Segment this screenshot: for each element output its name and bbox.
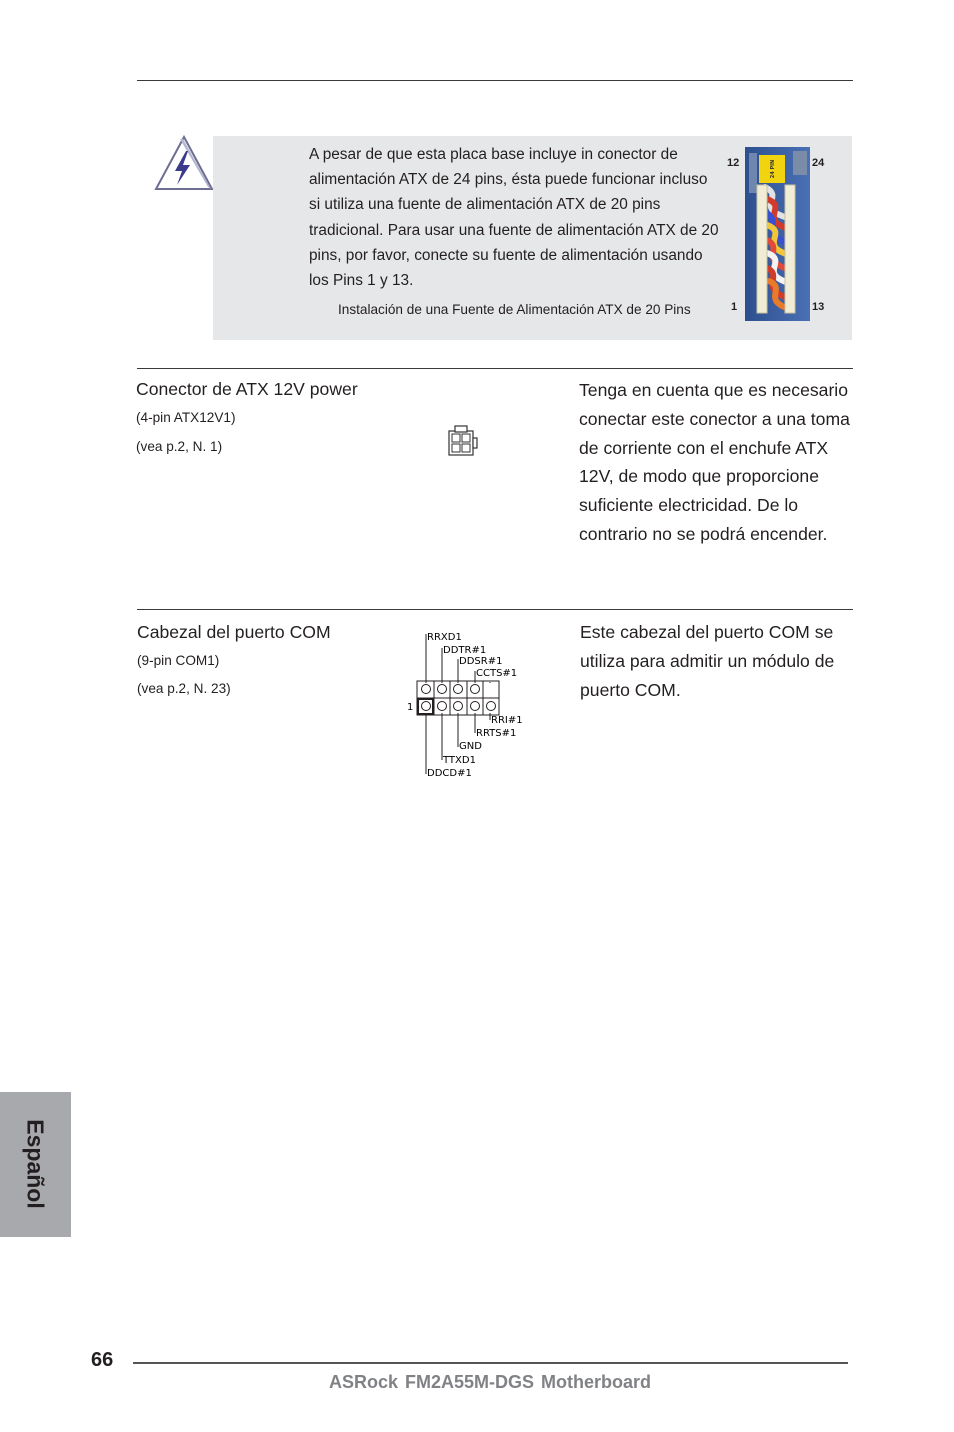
com-title: Cabezal del puerto COM — [137, 622, 331, 642]
warning-lightning-icon — [153, 133, 215, 193]
atx-24pin-connector-illustration — [745, 147, 810, 321]
atx12v-title: Conector de ATX 12V power — [136, 379, 358, 399]
com-pin-ddcd1: DDCD#1 — [427, 768, 472, 778]
com-pin-ddsr1: DDSR#1 — [459, 656, 503, 667]
note-caption: Instalación de una Fuente de Alimentación ATX de 20 Pins — [338, 302, 691, 317]
footer-brand: ASRock FM2A55M-DGS Motherboard — [329, 1372, 652, 1392]
language-tab — [0, 1092, 71, 1237]
connector-label: 24 PIN — [770, 159, 776, 179]
note-text: A pesar de que esta placa base incluye in conector de alimentación ATX de 24 pins, ésta puede funcionar incluso si utiliza una fuente de alimentación ATX de 20 pins tradicional. Para usar una fuente de alimentación ATX de 20 pins, por favor, conecte su fuente de alimentación usando los Pins 1 y 13. — [309, 146, 719, 290]
com-pin-ddtr1: DDTR#1 — [443, 645, 487, 656]
com-pin-gnd: GND — [459, 741, 482, 752]
com-pin-ccts1: CCTS#1 — [476, 668, 518, 679]
pin-label-24: 24 — [812, 157, 825, 169]
com-subtitle: (9-pin COM1) — [137, 653, 220, 668]
com-reference: (vea p.2, N. 23) — [137, 681, 231, 696]
pin-label-12: 12 — [727, 157, 740, 169]
language-tab-label: Español — [22, 1119, 49, 1209]
pin-label-13: 13 — [812, 301, 825, 313]
atx12v-subtitle: (4-pin ATX12V1) — [136, 410, 236, 425]
com-pin-ttxd1: TTXD1 — [443, 755, 476, 766]
atx12v-connector-icon — [447, 424, 479, 458]
com-pin-rri1: RRI#1 — [491, 715, 523, 726]
atx12v-description: Tenga en cuenta que es necesario conectar este conector a una toma de corriente con el enchufe ATX 12V, de modo que proporcione suficiente electricidad. De lo contrario no se podrá encender. — [579, 380, 850, 544]
footer-rule — [133, 1362, 848, 1364]
com-description: Este cabezal del puerto COM se utiliza para admitir un módulo de puerto COM. — [580, 622, 835, 700]
section-rule-com — [137, 609, 853, 610]
section-rule-atx12v — [137, 368, 853, 369]
pin-label-1: 1 — [731, 301, 738, 313]
top-rule — [137, 80, 853, 81]
com-pin-one-label: 1 — [407, 702, 414, 713]
atx12v-reference: (vea p.2, N. 1) — [136, 439, 223, 454]
com-header-diagram — [405, 628, 535, 778]
com-pin-rrts1: RRTS#1 — [476, 728, 517, 739]
com-pin-rrxd1: RRXD1 — [427, 632, 462, 643]
page-number: 66 — [91, 1349, 114, 1371]
